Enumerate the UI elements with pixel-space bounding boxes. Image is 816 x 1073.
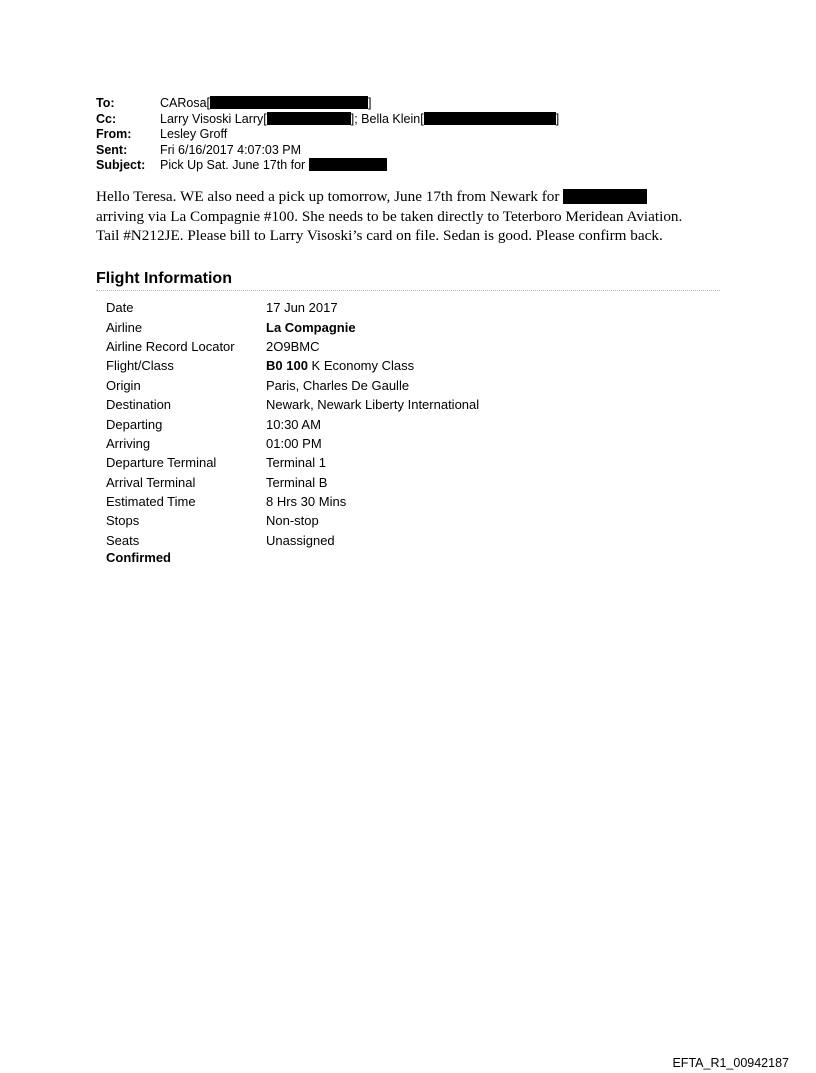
from-label: From:	[96, 127, 132, 141]
email-body	[96, 187, 736, 246]
row-value: Newark, Newark Liberty International	[266, 397, 480, 413]
table-row	[106, 473, 479, 492]
flight-info-table	[106, 298, 479, 550]
table-row	[106, 414, 479, 433]
row-label: Origin	[106, 377, 141, 393]
to-label: To:	[96, 96, 115, 110]
subject-row	[96, 158, 559, 174]
cc-value: Larry Visoski Larry[ ]; Bella Klein[ ]	[160, 111, 560, 126]
row-label: Estimated Time	[106, 494, 196, 510]
subject-value: Pick Up Sat. June 17th for	[160, 158, 387, 174]
row-label: Departure Terminal	[106, 455, 217, 471]
body-line-1: Hello Teresa. WE also need a pick up tomorrow, June 17th from Newark for	[96, 187, 736, 207]
subject-label: Subject:	[96, 158, 146, 172]
table-row	[106, 531, 479, 550]
redaction-block	[267, 112, 351, 125]
row-value: 2O9BMC	[266, 338, 320, 354]
body-line-3: Tail #N212JE. Please bill to Larry Visoski’s card on file. Sedan is good. Please confirm back.	[96, 227, 663, 244]
table-row	[106, 434, 479, 453]
document-id: EFTA_R1_00942187	[672, 1056, 789, 1070]
redaction-block	[210, 96, 368, 109]
row-label: Seats	[106, 532, 140, 548]
table-row	[106, 356, 479, 375]
row-label: Destination	[106, 397, 172, 413]
row-label: Airline	[106, 319, 143, 335]
row-value: Terminal 1	[266, 455, 326, 471]
row-value: Unassigned	[266, 532, 335, 548]
flight-info-title: Flight Information	[96, 270, 720, 291]
table-row	[106, 298, 479, 317]
row-value: Non-stop	[266, 513, 319, 529]
row-value: 01:00 PM	[266, 435, 322, 451]
table-row	[106, 395, 479, 414]
cc-row	[96, 112, 559, 128]
from-row	[96, 127, 559, 143]
table-row	[106, 376, 479, 395]
table-row	[106, 453, 479, 472]
cc-label: Cc:	[96, 111, 117, 126]
table-row	[106, 511, 479, 530]
row-value: 8 Hrs 30 Mins	[266, 494, 347, 510]
row-value: Paris, Charles De Gaulle	[266, 377, 410, 393]
to-value: CARosa[ ]	[160, 96, 372, 110]
row-label: Arrival Terminal	[106, 474, 196, 490]
flight-number: B0 100	[266, 358, 308, 374]
row-label: Date	[106, 300, 134, 316]
email-header	[96, 96, 559, 174]
row-label: Departing	[106, 416, 163, 432]
from-value: Lesley Groff	[160, 127, 228, 141]
sent-row	[96, 143, 559, 159]
row-value: 17 Jun 2017	[266, 300, 338, 316]
row-label: Stops	[106, 513, 140, 529]
sent-value: Fri 6/16/2017 4:07:03 PM	[160, 142, 302, 157]
row-value: La Compagnie	[266, 319, 356, 335]
row-label: Flight/Class	[106, 358, 174, 374]
flight-class: K Economy Class	[307, 358, 415, 374]
sent-label: Sent:	[96, 142, 128, 157]
to-row	[96, 96, 559, 112]
row-value	[266, 356, 479, 375]
table-row	[106, 492, 479, 511]
redaction-block	[424, 112, 556, 125]
table-row	[106, 317, 479, 336]
row-value: 10:30 AM	[266, 416, 321, 432]
body-line-2: arriving via La Compagnie #100. She needs to be taken directly to Teterboro Meridean Aviation.	[96, 207, 683, 225]
redaction-block	[309, 158, 387, 171]
table-row	[106, 337, 479, 356]
row-value: Terminal B	[266, 474, 328, 490]
row-label: Arriving	[106, 435, 151, 451]
row-label: Airline Record Locator	[106, 338, 235, 354]
redaction-block	[563, 189, 647, 204]
booking-status: Confirmed	[106, 550, 171, 565]
